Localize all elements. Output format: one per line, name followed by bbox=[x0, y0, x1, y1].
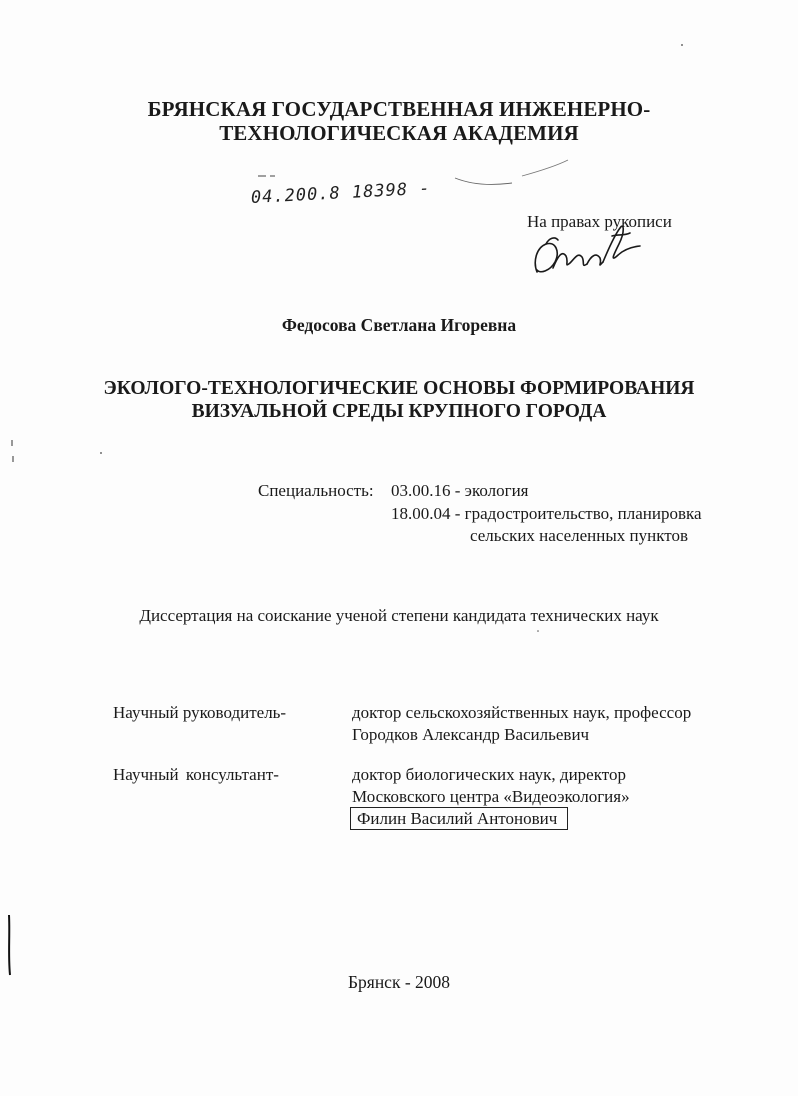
rights-note: На правах рукописи bbox=[527, 212, 672, 231]
consultant-degree: доктор биологических наук, директор bbox=[352, 765, 626, 784]
dissertation-title bbox=[0, 377, 798, 423]
title-line-2: ВИЗУАЛЬНОЙ СРЕДЫ КРУПНОГО ГОРОДА bbox=[191, 401, 607, 422]
specialty-label: Специальность: bbox=[258, 481, 374, 500]
title-line-1: ЭКОЛОГО-ТЕХНОЛОГИЧЕСКИЕ ОСНОВЫ ФОРМИРОВАНИЯ bbox=[103, 378, 695, 399]
registry-stamp: 04.200.8 18398 - bbox=[250, 178, 432, 208]
supervisor-name: Городков Александр Васильевич bbox=[352, 725, 590, 744]
specialty-line-1: 03.00.16 - экология bbox=[391, 481, 529, 500]
pencil-stroke bbox=[455, 178, 512, 184]
place-and-year: Брянск - 2008 bbox=[347, 972, 451, 992]
author-name: Федосова Светлана Игоревна bbox=[281, 315, 517, 335]
specialty-line-2: 18.00.04 - градостроительство, планировка bbox=[391, 504, 702, 523]
scan-artifact bbox=[9, 915, 10, 975]
consultant-name-box: Филин Василий Антонович bbox=[350, 807, 568, 830]
scan-artifact bbox=[537, 630, 539, 632]
scan-artifact bbox=[100, 452, 102, 454]
specialty-line-3: сельских населенных пунктов bbox=[470, 526, 688, 545]
dissertation-type: Диссертация на соискание ученой степени кандидата технических наук bbox=[139, 606, 659, 625]
supervisor-degree: доктор сельскохозяйственных наук, профессор bbox=[352, 703, 692, 722]
institution-name bbox=[0, 97, 798, 145]
consultant-organization: Московского центра «Видеоэкология» bbox=[352, 787, 630, 806]
pencil-stroke bbox=[522, 160, 568, 176]
handwritten-signature bbox=[535, 226, 640, 272]
scan-artifact bbox=[681, 44, 683, 46]
scan-artifact bbox=[12, 440, 13, 462]
institution-line-2: ТЕХНОЛОГИЧЕСКАЯ АКАДЕМИЯ bbox=[219, 121, 579, 145]
supervisor-label: Научный руководитель- bbox=[113, 703, 287, 722]
institution-line-1: БРЯНСКАЯ ГОСУДАРСТВЕННАЯ ИНЖЕНЕРНО- bbox=[147, 97, 651, 121]
consultant-label: Научный консультант- bbox=[113, 765, 279, 784]
